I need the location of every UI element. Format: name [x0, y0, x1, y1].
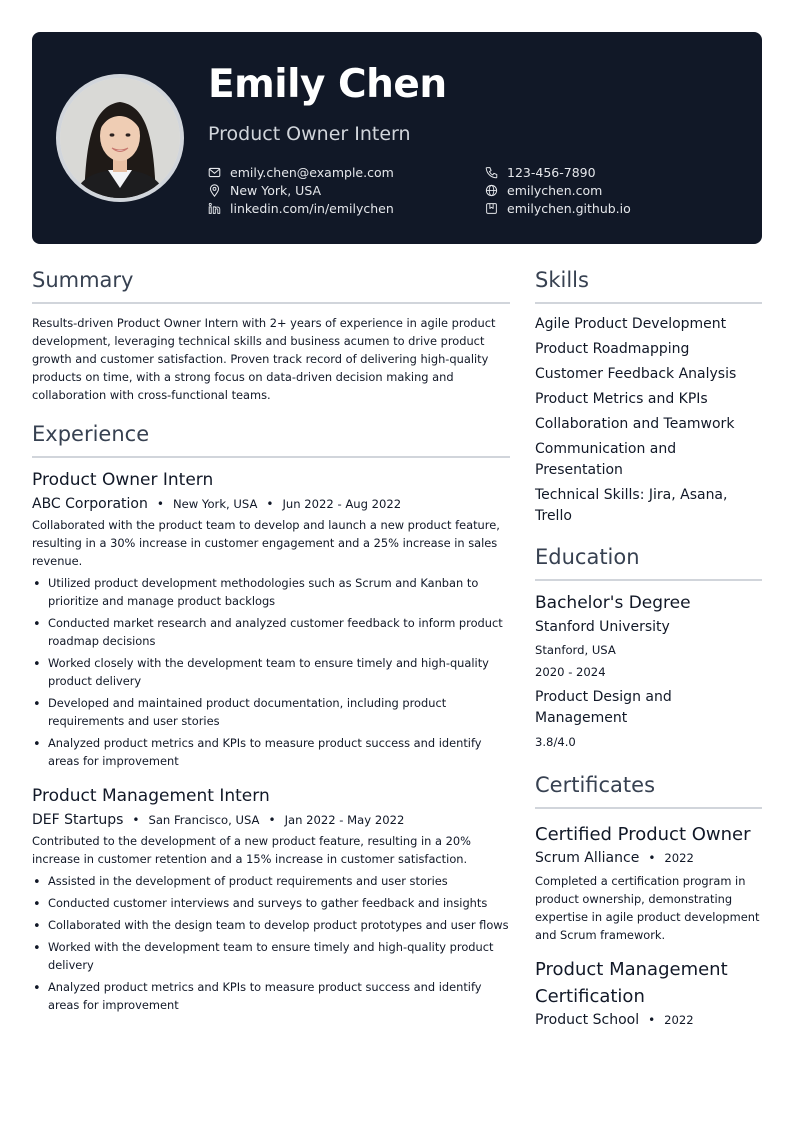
meta-separator: •	[132, 813, 140, 827]
job-company: DEF Startups	[32, 812, 124, 828]
job-bullets	[32, 574, 510, 770]
certificate-meta	[535, 850, 762, 866]
meta-separator: •	[266, 497, 274, 511]
section-title-summary: Summary	[32, 268, 510, 304]
certificate-meta	[535, 1012, 762, 1028]
job-meta	[32, 812, 510, 828]
summary-text: Results-driven Product Owner Intern with 2+ years of experience in agile product development, leveraging technical skills and business acumen to drive product growth and customer satisfaction. Proven track record of delivering high-quality products on time, with a strong focus on data-driven decision making and collaboration with cross-functional teams.	[32, 316, 496, 402]
phone-icon	[485, 166, 498, 179]
contact-email[interactable]	[208, 165, 394, 180]
bullet-item: • Conducted market research and analyzed customer feedback to inform product roadmap decisions	[32, 614, 510, 650]
education-gpa: 3.8/4.0	[535, 735, 576, 749]
resume-header	[32, 32, 762, 244]
skill-item: Communication and Presentation	[535, 441, 677, 478]
avatar	[56, 74, 184, 202]
job-location: New York, USA	[172, 497, 258, 511]
job-entry	[32, 786, 510, 1014]
meta-separator: •	[648, 1013, 656, 1027]
job-entry	[32, 470, 510, 770]
linkedin-icon	[208, 202, 221, 215]
job-title: Product Management Intern	[32, 786, 270, 806]
left-column	[32, 268, 510, 1030]
section-title-skills: Skills	[535, 268, 762, 304]
skill-item: Product Roadmapping	[535, 341, 690, 357]
meta-separator: •	[156, 497, 164, 511]
contact-github[interactable]	[485, 201, 631, 216]
linkedin-text: linkedin.com/in/emilychen	[230, 201, 394, 216]
section-title-experience: Experience	[32, 422, 510, 458]
skill-item: Technical Skills: Jira, Asana, Trello	[535, 487, 728, 524]
bookmark-square-icon	[485, 202, 498, 215]
job-description: Contributed to the development of a new product feature, resulting in a 20% increase in customer retention and a 15% increase in customer satisfaction.	[32, 834, 471, 866]
job-location: San Francisco, USA	[148, 813, 260, 827]
bullet-item: • Assisted in the development of product requirements and user stories	[32, 872, 510, 890]
meta-separator: •	[268, 813, 276, 827]
right-column	[535, 268, 762, 1034]
certificate-entry	[535, 956, 762, 1028]
certificate-issuer: Scrum Alliance	[535, 850, 640, 866]
email-text: emily.chen@example.com	[230, 165, 394, 180]
education-degree: Bachelor's Degree	[535, 593, 691, 613]
skill-item: Collaboration and Teamwork	[535, 416, 735, 432]
job-dates: Jan 2022 - May 2022	[284, 813, 405, 827]
certificate-description: Completed a certification program in product ownership, demonstrating expertise in agile product development and Scrum framework.	[535, 874, 760, 942]
education-location: Stanford, USA	[535, 643, 616, 657]
skill-item: Customer Feedback Analysis	[535, 366, 737, 382]
certificate-issuer: Product School	[535, 1012, 640, 1028]
skill-item: Agile Product Development	[535, 316, 727, 332]
skills-section	[535, 268, 762, 527]
globe-icon	[485, 184, 498, 197]
contact-linkedin[interactable]	[208, 201, 394, 216]
contact-phone[interactable]	[485, 165, 596, 180]
bullet-item: • Conducted customer interviews and surveys to gather feedback and insights	[32, 894, 510, 912]
phone-text: 123-456-7890	[507, 165, 596, 180]
education-section	[535, 545, 762, 749]
bullet-item: • Collaborated with the design team to develop product prototypes and user flows	[32, 916, 510, 934]
skill-item: Product Metrics and KPIs	[535, 391, 708, 407]
location-pin-icon	[208, 184, 221, 197]
contact-website[interactable]	[485, 183, 602, 198]
bullet-item: • Worked closely with the development team to ensure timely and high-quality product delivery	[32, 654, 510, 690]
education-dates: 2020 - 2024	[535, 665, 606, 679]
section-title-education: Education	[535, 545, 762, 581]
bullet-item: • Analyzed product metrics and KPIs to measure product success and identify areas for improvement	[32, 734, 510, 770]
job-company: ABC Corporation	[32, 496, 148, 512]
certificate-year: 2022	[664, 851, 694, 865]
education-field: Product Design and Management	[535, 689, 672, 726]
certificate-entry	[535, 821, 762, 944]
location-text: New York, USA	[230, 183, 322, 198]
experience-section	[32, 422, 510, 1014]
bullet-item: • Developed and maintained product documentation, including product requirements and user stories	[32, 694, 510, 730]
skills-list	[535, 314, 762, 527]
job-meta	[32, 496, 510, 512]
candidate-name: Emily Chen	[208, 62, 447, 107]
education-school: Stanford University	[535, 619, 670, 635]
certificate-title: Certified Product Owner	[535, 824, 751, 845]
website-text: emilychen.com	[507, 183, 603, 198]
contact-location	[208, 183, 321, 198]
bullet-item: • Analyzed product metrics and KPIs to measure product success and identify areas for improvement	[32, 978, 510, 1014]
certificate-title: Product Management Certification	[535, 959, 728, 1007]
section-title-certificates: Certificates	[535, 773, 762, 809]
job-dates: Jun 2022 - Aug 2022	[282, 497, 402, 511]
candidate-role: Product Owner Intern	[208, 123, 411, 145]
bullet-item: • Worked with the development team to ensure timely and high-quality product delivery	[32, 938, 510, 974]
bullet-item: • Utilized product development methodologies such as Scrum and Kanban to prioritize and manage product backlogs	[32, 574, 510, 610]
github-text: emilychen.github.io	[507, 201, 631, 216]
job-bullets	[32, 872, 510, 1014]
certificates-section	[535, 773, 762, 1028]
job-title: Product Owner Intern	[32, 470, 214, 490]
summary-section	[32, 268, 510, 404]
mail-icon	[208, 166, 221, 179]
meta-separator: •	[648, 851, 656, 865]
job-description: Collaborated with the product team to develop and launch a new product feature, resulting in a 30% increase in customer engagement and a 25% increase in sales revenue.	[32, 518, 500, 568]
certificate-year: 2022	[664, 1013, 694, 1027]
profile-photo	[60, 78, 180, 198]
